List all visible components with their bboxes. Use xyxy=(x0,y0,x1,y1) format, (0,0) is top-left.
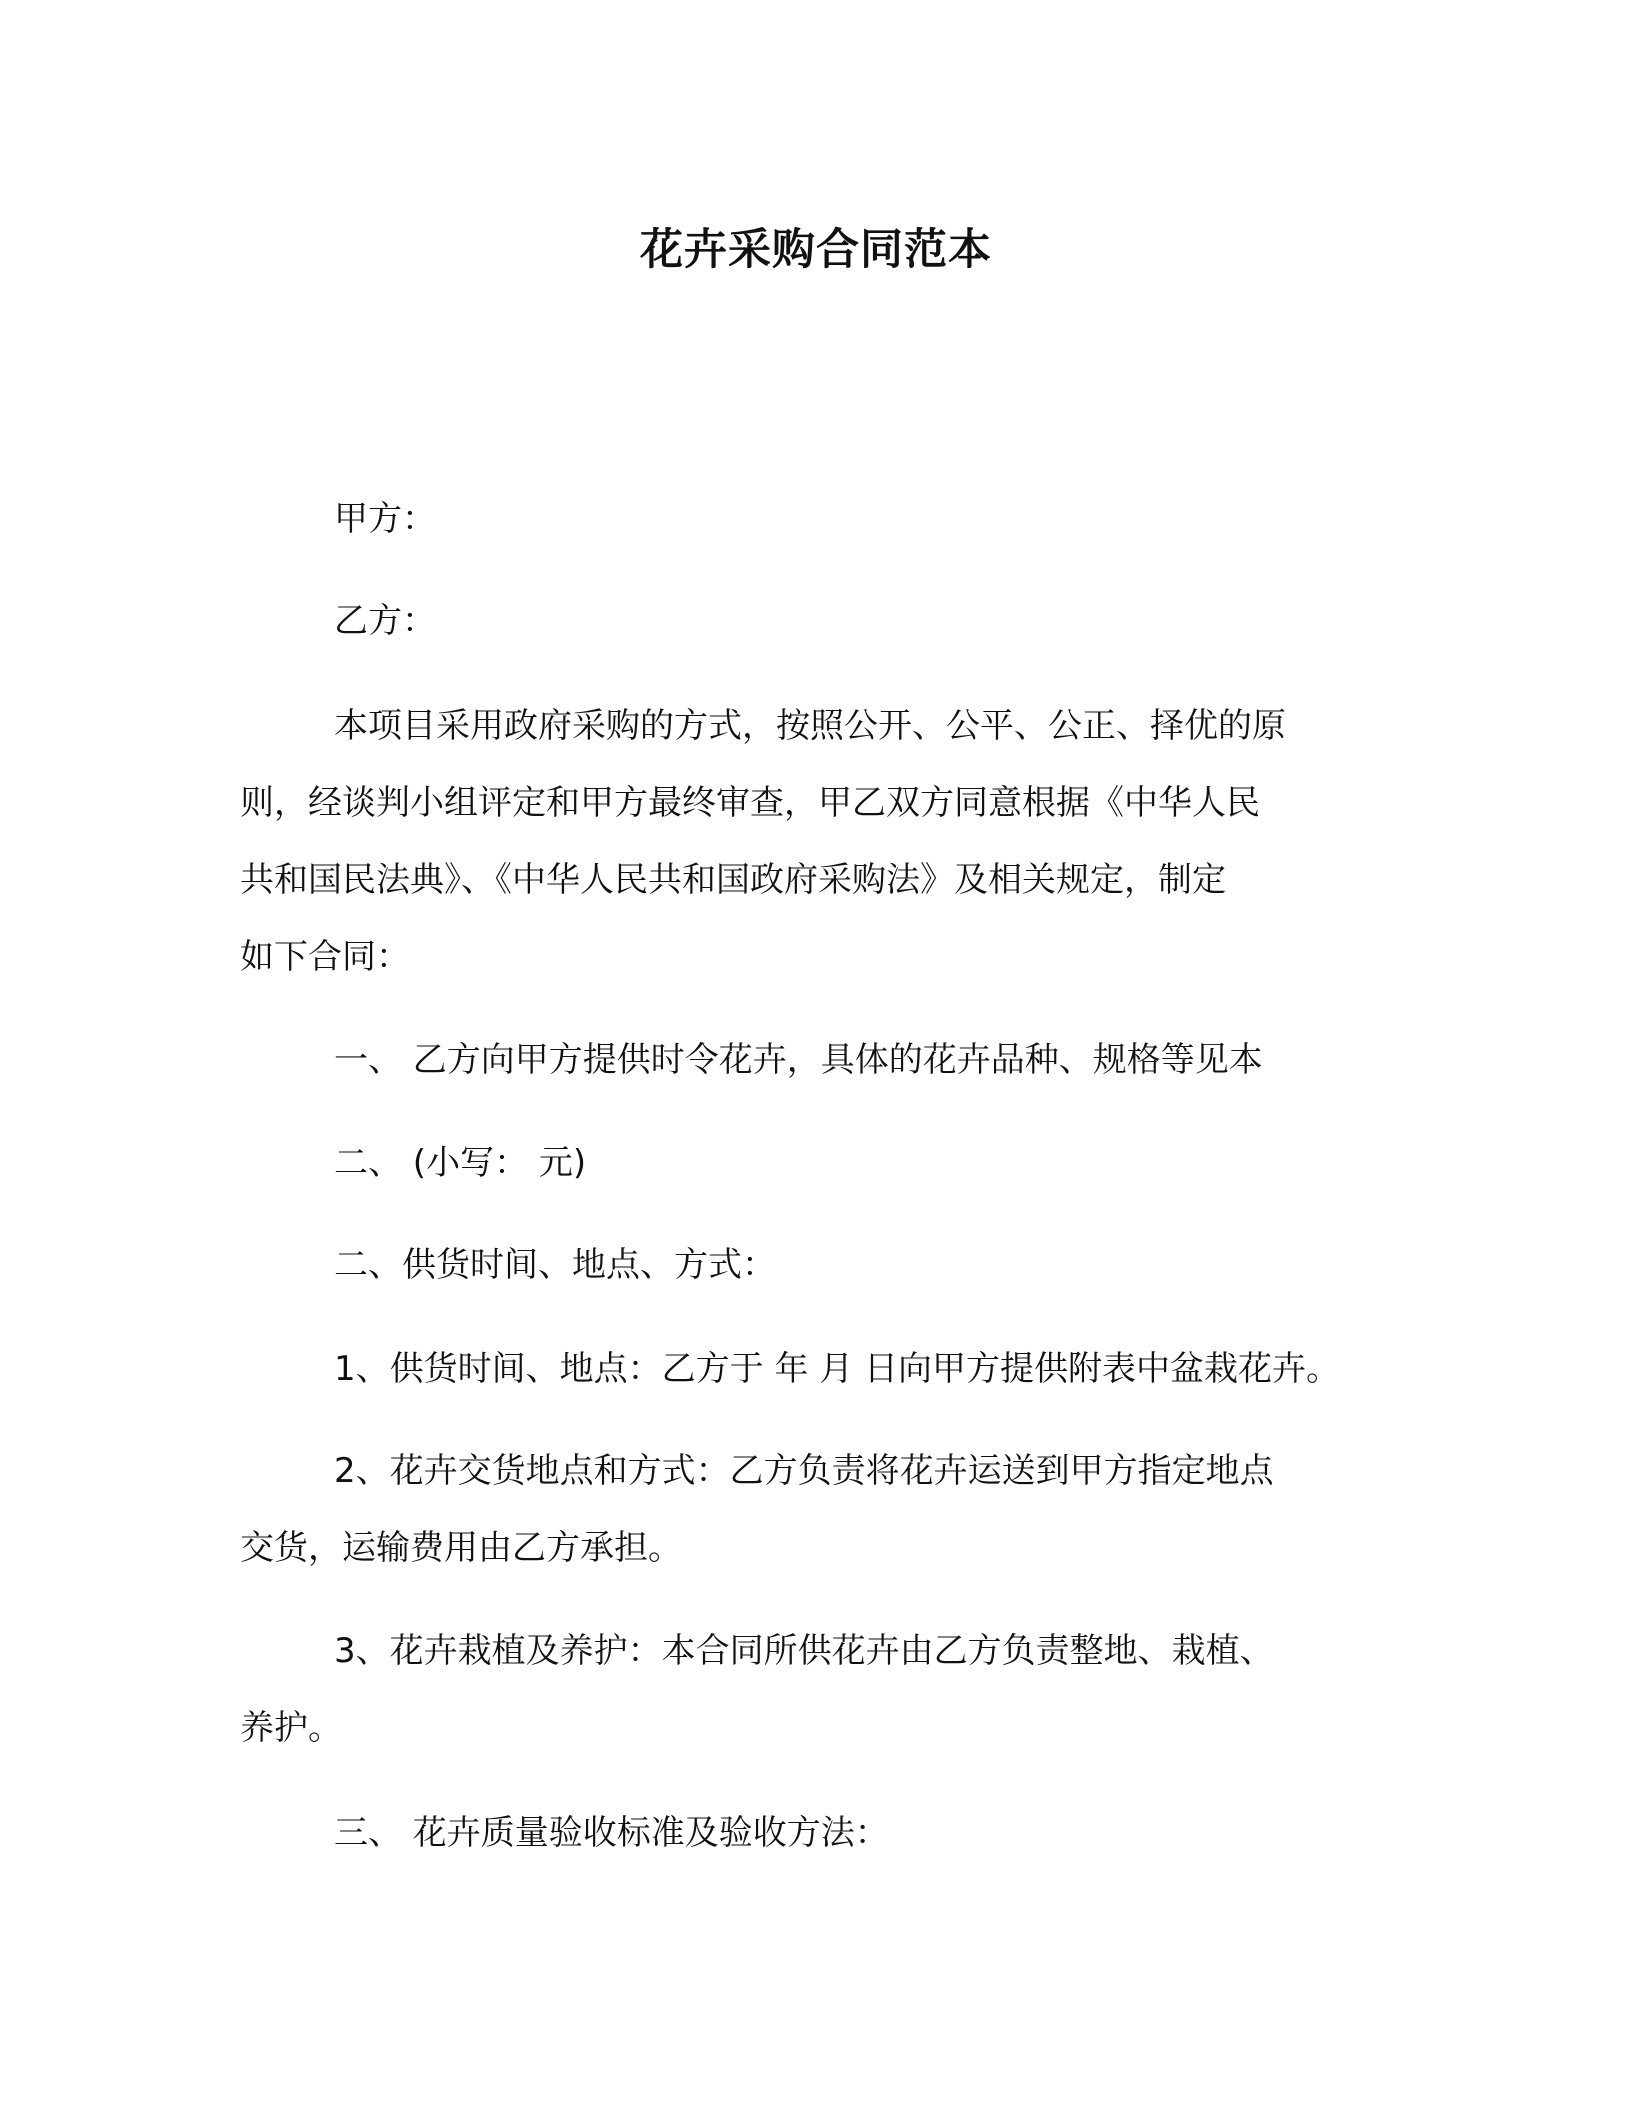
item-3-line: 3、花卉栽植及养护：本合同所供花卉由乙方负责整地、栽植、 xyxy=(334,1631,1274,1671)
item-1-text: 1、供货时间、地点：乙方于 年 月 日向甲方提供附表中盆栽花卉。 xyxy=(334,1349,1341,1389)
clause-2-amount-text: 二、 (小写： 元) xyxy=(334,1143,587,1183)
party-a-line xyxy=(240,481,1416,558)
clause-3-text: 三、 花卉质量验收标准及验收方法： xyxy=(334,1813,889,1853)
intro-line: 共和国民法典》、《中华人民共和国政府采购法》及相关规定，制定 xyxy=(240,860,1226,900)
intro-line: 则，经谈判小组评定和甲方最终审查，甲乙双方同意根据《中华人民 xyxy=(240,783,1260,823)
item-2-paragraph xyxy=(240,1433,1416,1587)
item-2-line: 2、花卉交货地点和方式：乙方负责将花卉运送到甲方指定地点 xyxy=(334,1451,1274,1491)
party-b-line xyxy=(240,583,1416,660)
clause-1-text: 一、 乙方向甲方提供时令花卉，具体的花卉品种、规格等见本 xyxy=(334,1040,1263,1080)
clause-3-paragraph xyxy=(240,1795,1416,1872)
item-1-paragraph xyxy=(240,1331,1416,1408)
party-a-label: 甲方： xyxy=(334,499,436,539)
intro-line: 如下合同： xyxy=(240,937,410,977)
item-3-line: 养护。 xyxy=(240,1708,342,1748)
clause-2-heading-text: 二、供货时间、地点、方式： xyxy=(334,1245,776,1285)
document-title: 花卉采购合同范本 xyxy=(640,225,992,275)
clause-2-heading-paragraph xyxy=(240,1227,1416,1304)
clause-1-paragraph xyxy=(240,1022,1416,1099)
intro-paragraph xyxy=(240,688,1416,996)
intro-line: 本项目采用政府采购的方式，按照公开、公平、公正、择优的原 xyxy=(334,706,1286,746)
item-2-line: 交货，运输费用由乙方承担。 xyxy=(240,1528,682,1568)
party-b-label: 乙方： xyxy=(334,601,436,641)
clause-2-amount-paragraph xyxy=(240,1125,1416,1202)
item-3-paragraph xyxy=(240,1613,1416,1767)
